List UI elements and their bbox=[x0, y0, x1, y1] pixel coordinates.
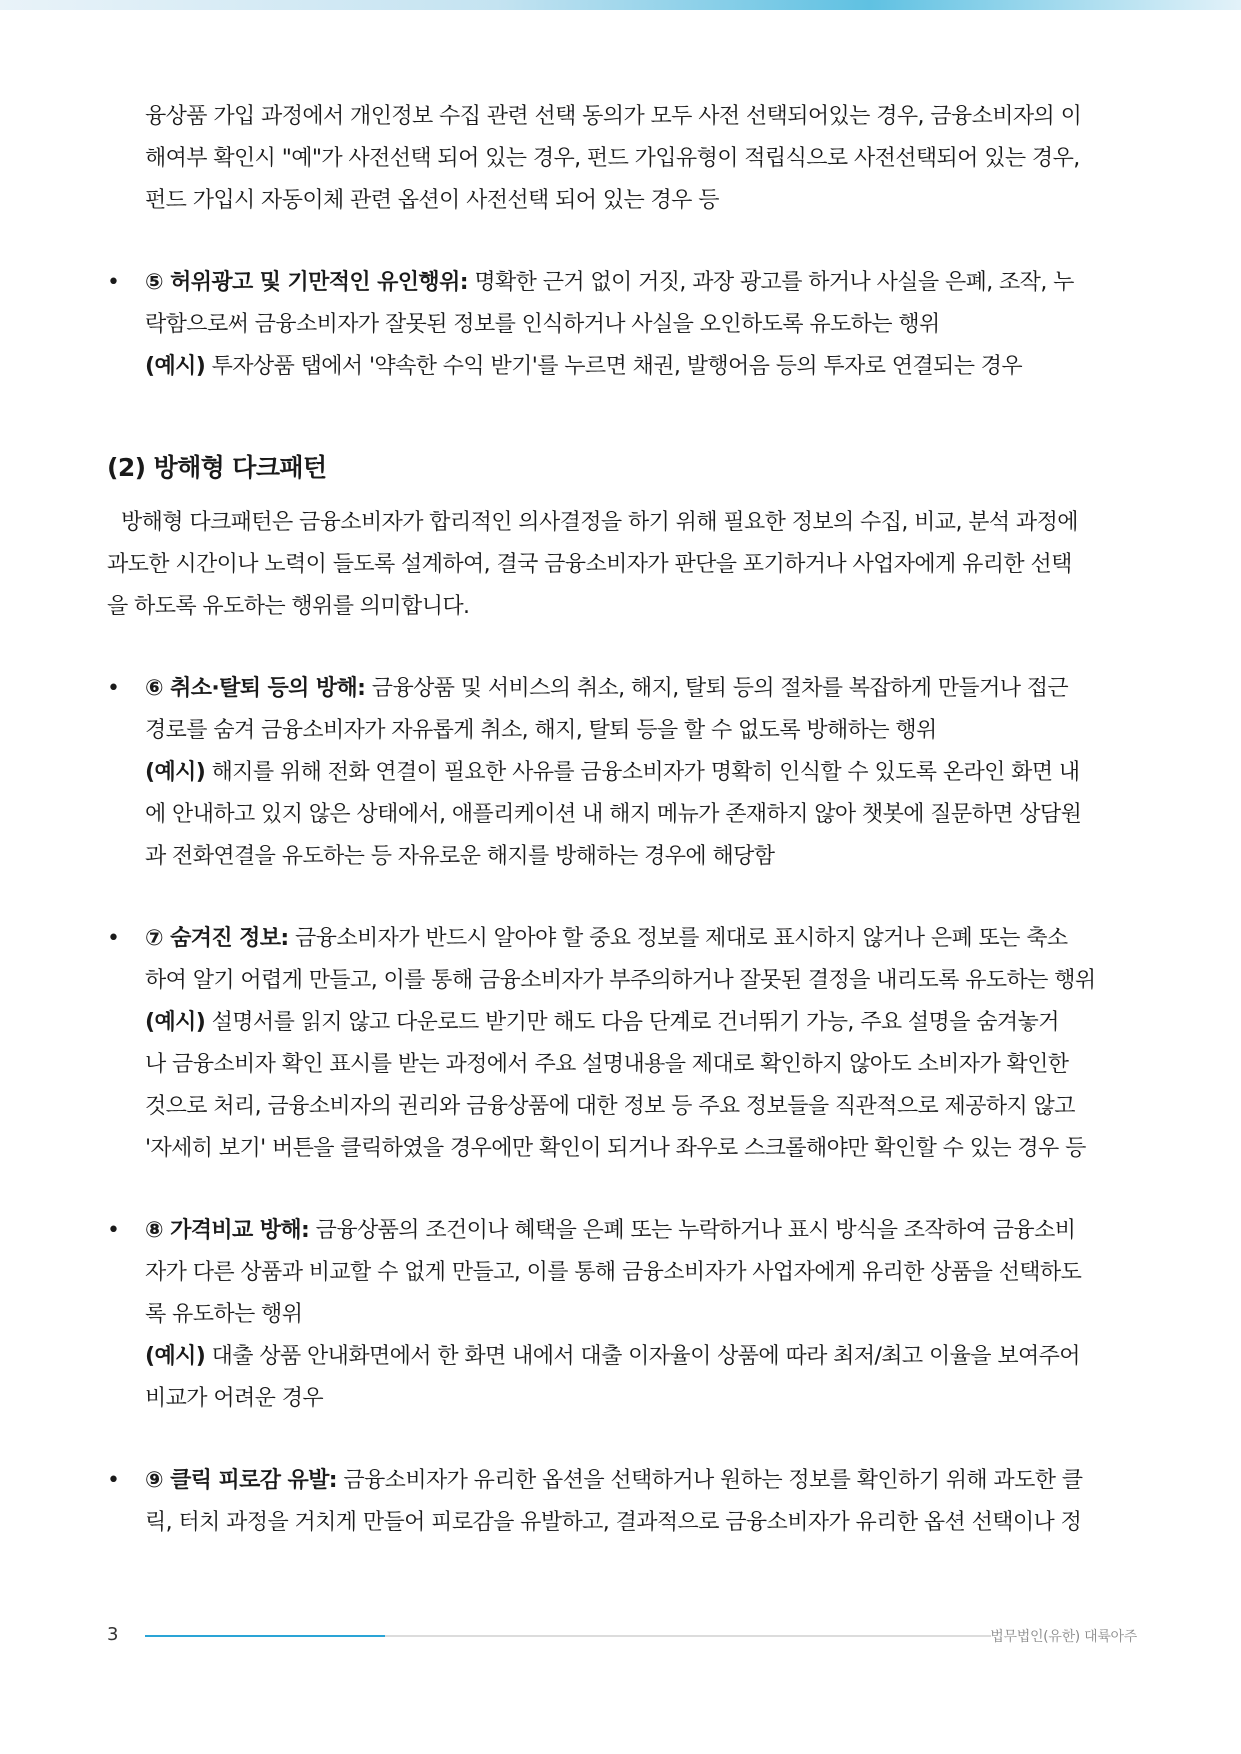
bullet-dot-icon: • bbox=[107, 676, 120, 701]
footer-divider-accent bbox=[145, 1635, 385, 1637]
page-number: 3 bbox=[107, 1624, 119, 1645]
item-8-title: ⑧ 가격비교 방해: bbox=[145, 1218, 310, 1243]
continuation-paragraph bbox=[145, 96, 1137, 222]
item-6-description: ⑥ 취소·탈퇴 등의 방해: 금융상품 및 서비스의 취소, 해지, 탈퇴 등의 절차를 복잡하게 만들거나 접근 경로를 숨겨 금융소비자가 자유롭게 취소, 해지, 탈퇴 등을 할 수 없도록 방해하는 행위 bbox=[145, 676, 1069, 743]
bullet-item-9 bbox=[107, 1460, 1137, 1544]
bullet-item-5 bbox=[107, 262, 1137, 388]
bullet-dot-icon: • bbox=[107, 270, 120, 295]
item-5-example: (예시) 투자상품 탭에서 '약속한 수익 받기'를 누르면 채권, 발행어음 등의 투자로 연결되는 경우 bbox=[145, 354, 1023, 379]
top-gradient-bar bbox=[0, 0, 1241, 10]
footer-divider bbox=[145, 1635, 991, 1637]
item-6-title: ⑥ 취소·탈퇴 등의 방해: bbox=[145, 676, 366, 701]
example-label: (예시) bbox=[145, 354, 206, 379]
continuation-line: 융상품 가입 과정에서 개인정보 수집 관련 선택 동의가 모두 사전 선택되어있는 경우, 금융소비자의 이 bbox=[145, 104, 1082, 129]
continuation-line: 해여부 확인시 "예"가 사전선택 되어 있는 경우, 펀드 가입유형이 적립식으로 사전선택되어 있는 경우, bbox=[145, 146, 1080, 171]
page-footer bbox=[107, 1622, 1137, 1652]
item-5-description: ⑤ 허위광고 및 기만적인 유인행위: 명확한 근거 없이 거짓, 과장 광고를 하거나 사실을 은폐, 조작, 누 락함으로써 금융소비자가 잘못된 정보를 인식하거나 사실을 오인하도록 유도하는 행위 bbox=[145, 270, 1074, 337]
example-label: (예시) bbox=[145, 1344, 206, 1369]
item-7-description: ⑦ 숨겨진 정보: 금융소비자가 반드시 알아야 할 중요 정보를 제대로 표시하지 않거나 은폐 또는 축소 하여 알기 어렵게 만들고, 이를 통해 금융소비자가 부주의하거나 잘못된 결정을 내리도록 유도하는 행위 bbox=[145, 926, 1096, 993]
item-9-description: ⑨ 클릭 피로감 유발: 금융소비자가 유리한 옵션을 선택하거나 원하는 정보를 확인하기 위해 과도한 클 릭, 터치 과정을 거치게 만들어 피로감을 유발하고, 결과적으로 금융소비자가 유리한 옵션 선택이나 정 bbox=[145, 1468, 1083, 1535]
bullet-dot-icon: • bbox=[107, 926, 120, 951]
section-intro: 방해형 다크패턴은 금융소비자가 합리적인 의사결정을 하기 위해 필요한 정보의 수집, 비교, 분석 과정에 과도한 시간이나 노력이 들도록 설계하여, 결국 금융소비자가 판단을 포기하거나 사업자에게 유리한 선택 을 하도록 유도하는 행위를 의미합니다. bbox=[107, 510, 1078, 619]
item-6-example: (예시) 해지를 위해 전화 연결이 필요한 사유를 금융소비자가 명확히 인식할 수 있도록 온라인 화면 내 에 안내하고 있지 않은 상태에서, 애플리케이션 내 해지 메뉴가 존재하지 않아 챗봇에 질문하면 상담원 과 전화연결을 유도하는 등 자유로운 해지를 방해하는 경우에 해당함 bbox=[145, 760, 1082, 869]
item-7-title: ⑦ 숨겨진 정보: bbox=[145, 926, 289, 951]
continuation-line: 펀드 가입시 자동이체 관련 옵션이 사전선택 되어 있는 경우 등 bbox=[145, 188, 719, 213]
example-label: (예시) bbox=[145, 760, 206, 785]
bullet-item-8 bbox=[107, 1210, 1137, 1420]
item-8-example: (예시) 대출 상품 안내화면에서 한 화면 내에서 대출 이자율이 상품에 따라 최저/최고 이율을 보여주어 비교가 어려운 경우 bbox=[145, 1344, 1080, 1411]
section-heading: (2) 방해형 다크패턴 bbox=[107, 453, 327, 482]
bullet-dot-icon: • bbox=[107, 1218, 120, 1243]
bullet-item-7 bbox=[107, 918, 1137, 1170]
item-9-title: ⑨ 클릭 피로감 유발: bbox=[145, 1468, 337, 1493]
item-7-example: (예시) 설명서를 읽지 않고 다운로드 받기만 해도 다음 단계로 건너뛰기 가능, 주요 설명을 숨겨놓거 나 금융소비자 확인 표시를 받는 과정에서 주요 설명내용을 제대로 확인하지 않아도 소비자가 확인한 것으로 처리, 금융소비자의 권리와 금융상품에 대한 정보 등 주요 정보들을 직관적으로 제공하지 않고 '자세히 보기' 버튼을 클릭하였을 경우에만 확인이 되거나 좌우로 스크롤해야만 확인할 수 있는 경우 등 bbox=[145, 1010, 1086, 1161]
item-8-description: ⑧ 가격비교 방해: 금융상품의 조건이나 혜택을 은폐 또는 누락하거나 표시 방식을 조작하여 금융소비 자가 다른 상품과 비교할 수 없게 만들고, 이를 통해 금융소비자가 사업자에게 유리한 상품을 선택하도 록 유도하는 행위 bbox=[145, 1218, 1082, 1327]
item-5-title: ⑤ 허위광고 및 기만적인 유인행위: bbox=[145, 270, 468, 295]
firm-name: 법무법인(유한) 대륙아주 bbox=[990, 1629, 1137, 1645]
document-body bbox=[107, 96, 1137, 1544]
bullet-dot-icon: • bbox=[107, 1468, 120, 1493]
example-label: (예시) bbox=[145, 1010, 206, 1035]
bullet-item-6 bbox=[107, 668, 1137, 878]
